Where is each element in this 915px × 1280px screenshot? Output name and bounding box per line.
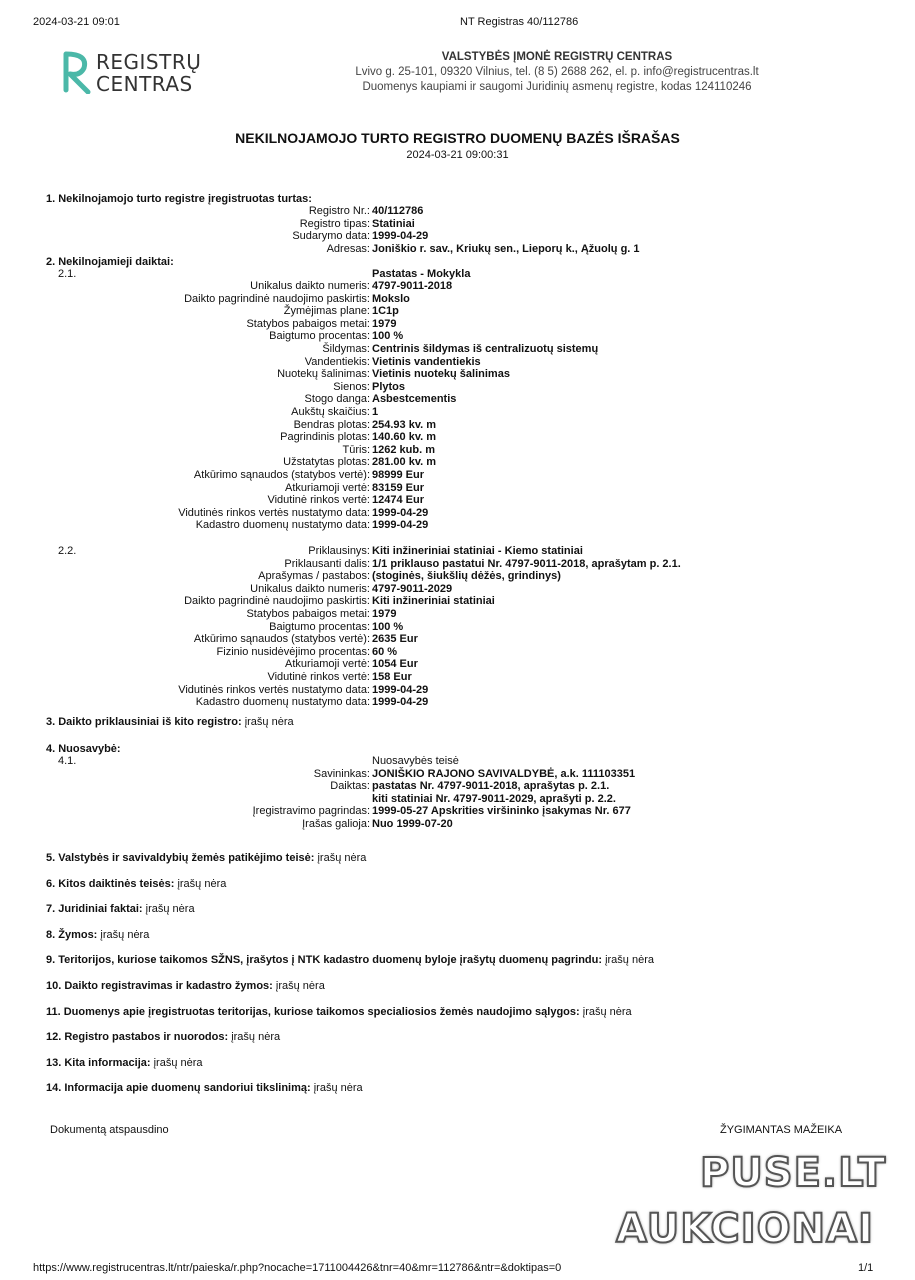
section-label: 10. Daikto registravimas ir kadastro žymos: (46, 980, 273, 992)
item-2-1-title: Pastatas - Mokykla (372, 268, 471, 280)
field-key: Aprašymas / pastabos: (258, 570, 370, 583)
field-value: 1979 (372, 608, 397, 620)
org-note: Duomenys kaupiami ir saugomi Juridinių asmenų registre, kodas 124110246 (362, 81, 752, 93)
source-url-link[interactable]: https://www.registrucentras.lt/ntr/paieska/r.php?nocache=1711004426&tnr=40&mr=112786&ntr=&doktipas=0 (33, 1262, 562, 1274)
document-timestamp: 2024-03-21 09:00:31 (406, 149, 509, 161)
field-row (0, 646, 915, 659)
ownership-title: Nuosavybės teisė (372, 755, 459, 767)
field-row (0, 318, 915, 331)
owner-value: JONIŠKIO RAJONO SAVIVALDYBĖ, a.k. 111103351 (372, 767, 636, 780)
field-row (0, 456, 915, 469)
field-key: Stogo danga: (304, 393, 370, 406)
field-row (0, 671, 915, 684)
field-row (0, 368, 915, 381)
field-row (0, 293, 915, 306)
field-key: Baigtumo procentas: (269, 620, 370, 633)
field-key: Statybos pabaigos metai: (246, 317, 370, 330)
section-3-value: įrašų nėra (244, 716, 294, 728)
field-key: Registro tipas: (299, 217, 370, 230)
section-value: įrašų nėra (100, 928, 150, 941)
doc-id: NT Registras 40/112786 (460, 16, 579, 28)
items-value-2: kiti statiniai Nr. 4797-9011-2029, aprašyti p. 2.2. (372, 792, 616, 805)
section-label: 9. Teritorijos, kuriose taikomos SŽNS, įrašytos į NTK kadastro duomenų byloje įrašytų duomenų pagrindu: (46, 954, 603, 967)
field-value: Vietinis vandentiekis (372, 355, 481, 368)
field-row (0, 393, 915, 406)
field-key: Adresas: (326, 242, 370, 255)
field-row (0, 381, 915, 394)
basis-key: Įregistravimo pagrindas: (252, 805, 370, 818)
field-key: Vidutinė rinkos vertė: (267, 671, 370, 683)
field-row (0, 696, 915, 709)
print-date: 2024-03-21 09:01 (33, 16, 120, 28)
section-label: 14. Informacija apie duomenų sandoriui tikslinimą: (46, 1082, 311, 1095)
section-value: įrašų nėra (317, 852, 367, 864)
items-row-2 (0, 793, 915, 806)
field-value: 281.00 kv. m (372, 456, 437, 469)
section-10 (46, 980, 325, 992)
section-5 (46, 852, 366, 864)
field-value: 1999-04-29 (372, 683, 429, 696)
section-3 (46, 716, 294, 728)
section-label: 8. Žymos: (46, 928, 98, 941)
field-value: 254.93 kv. m (372, 418, 437, 431)
items-row (0, 780, 915, 793)
section-11 (46, 1006, 632, 1018)
section-1-heading: 1. Nekilnojamojo turto registre įregistruotas turtas: (46, 193, 312, 205)
registru-centras-logo (62, 50, 202, 96)
section-9 (46, 954, 654, 966)
section-label: 7. Juridiniai faktai: (46, 903, 143, 916)
ownership-title-row (0, 755, 915, 768)
field-value: 12474 Eur (372, 494, 424, 507)
section-3-label: 3. Daikto priklausiniai iš kito registro: (46, 716, 242, 728)
field-value: (stoginės, šiukšlių dėžės, grindinys) (372, 570, 561, 583)
field-value: 100 % (372, 620, 404, 633)
printed-by-name: ŽYGIMANTAS MAŽEIKA (720, 1124, 843, 1136)
org-block (330, 50, 784, 95)
field-key: Registro Nr.: (308, 205, 370, 217)
field-row (0, 608, 915, 621)
field-row (0, 243, 915, 256)
section-label: 6. Kitos daiktinės teisės: (46, 877, 175, 890)
field-value: 1999-04-29 (372, 519, 429, 532)
field-value: 1054 Eur (372, 658, 418, 671)
field-value: 1999-04-29 (372, 506, 429, 519)
field-row (0, 621, 915, 634)
field-key: Statybos pabaigos metai: (246, 608, 370, 620)
section-8 (46, 929, 149, 941)
item-2-1-number: 2.1. (58, 268, 77, 280)
item-2-2-number: 2.2. (58, 545, 77, 557)
field-value: 1262 kub. m (372, 443, 435, 456)
field-row (0, 444, 915, 457)
item-4-1-number: 4.1. (58, 755, 77, 767)
section-value: įrašų nėra (275, 980, 325, 992)
section-2-heading: 2. Nekilnojamieji daiktai: (46, 256, 174, 268)
field-key: Nuotekų šalinimas: (277, 368, 370, 381)
field-key: Vidutinės rinkos vertės nustatymo data: (178, 683, 370, 696)
field-value: 4797-9011-2029 (372, 582, 453, 595)
field-value: 1999-04-29 (372, 696, 429, 709)
section-4-heading: 4. Nuosavybė: (46, 743, 121, 755)
field-key: Užstatytas plotas: (283, 456, 370, 469)
section-value: įrašų nėra (145, 903, 195, 916)
field-row (0, 583, 915, 596)
field-row (0, 419, 915, 432)
logo-mark-icon (62, 50, 92, 94)
field-row (0, 519, 915, 532)
field-key: Baigtumo procentas: (269, 330, 370, 343)
field-key: Priklausanti dalis: (284, 557, 370, 570)
field-value: Statiniai (372, 217, 415, 230)
field-key: Sudarymo data: (292, 230, 370, 243)
field-row (0, 230, 915, 243)
field-key: Vandentiekis: (304, 355, 370, 368)
field-value: Plytos (372, 380, 406, 393)
items-value-1: pastatas Nr. 4797-9011-2018, aprašytas p. 2.1. (372, 780, 610, 793)
field-row (0, 507, 915, 520)
field-row (0, 218, 915, 231)
field-key: Kadastro duomenų nustatymo data: (195, 519, 370, 532)
basis-value: 1999-05-27 Apskrities viršininko įsakymas Nr. 677 (372, 805, 631, 818)
section-value: įrašų nėra (313, 1082, 363, 1095)
field-row (0, 558, 915, 571)
items-key: Daiktas: (330, 780, 370, 793)
field-value: 1979 (372, 317, 397, 330)
field-row (0, 545, 915, 558)
field-row (0, 482, 915, 495)
field-value: 83159 Eur (372, 481, 424, 494)
field-key: Šildymas: (322, 343, 370, 355)
field-row (0, 280, 915, 293)
field-key: Sienos: (333, 380, 370, 393)
section-value: įrašų nėra (153, 1056, 203, 1069)
field-key: Atkūrimo sąnaudos (statybos vertė): (193, 469, 370, 481)
field-value: 100 % (372, 330, 404, 343)
field-key: Unikalus daikto numeris: (250, 280, 370, 292)
field-row (0, 406, 915, 419)
field-key: Pagrindinis plotas: (280, 431, 370, 444)
valid-value: Nuo 1999-07-20 (372, 818, 453, 830)
field-key: Žymėjimas plane: (283, 305, 370, 318)
section-14 (46, 1082, 363, 1094)
field-row (0, 684, 915, 697)
section-value: įrašų nėra (231, 1031, 281, 1044)
field-row (0, 431, 915, 444)
field-value: Kiti inžineriniai statiniai - Kiemo statiniai (372, 545, 583, 557)
field-row (0, 469, 915, 482)
field-value: Kiti inžineriniai statiniai (372, 595, 495, 608)
section-label: 5. Valstybės ir savivaldybių žemės patikėjimo teisė: (46, 852, 315, 864)
field-value: 158 Eur (372, 671, 412, 683)
field-key: Daikto pagrindinė naudojimo paskirtis: (184, 292, 370, 305)
section-label: 13. Kita informacija: (46, 1056, 151, 1069)
section-12 (46, 1031, 280, 1043)
section-value: įrašų nėra (177, 877, 227, 890)
field-row (0, 595, 915, 608)
field-key: Kadastro duomenų nustatymo data: (195, 696, 370, 709)
valid-row (0, 818, 915, 831)
field-key: Vidutinė rinkos vertė: (267, 494, 370, 507)
logo-line1: REGISTRŲ (96, 50, 202, 74)
field-value: 98999 Eur (372, 469, 424, 481)
printed-by-label: Dokumentą atspausdino (50, 1124, 169, 1136)
field-key: Tūris: (342, 443, 370, 456)
field-value: 60 % (372, 645, 398, 658)
field-row (0, 494, 915, 507)
field-row (0, 570, 915, 583)
org-name: VALSTYBĖS ĮMONĖ REGISTRŲ CENTRAS (441, 51, 673, 63)
document-title: NEKILNOJAMOJO TURTO REGISTRO DUOMENŲ BAZĖS IŠRAŠAS (235, 130, 680, 146)
field-key: Fizinio nusidėvėjimo procentas: (216, 645, 370, 658)
section-label: 12. Registro pastabos ir nuorodos: (46, 1031, 229, 1044)
field-value: 1 (372, 406, 379, 418)
section-label: 11. Duomenys apie įregistruotas teritorijas, kuriose taikomos specialiosios žemės naudojimo sąlygos: (46, 1005, 580, 1018)
owner-row (0, 768, 915, 781)
field-value: 1/1 priklauso pastatui Nr. 4797-9011-2018, aprašytam p. 2.1. (372, 557, 681, 570)
field-value: Vietinis nuotekų šalinimas (372, 368, 510, 381)
field-key: Aukštų skaičius: (291, 406, 370, 418)
field-value: 4797-9011-2018 (372, 280, 453, 292)
section-13 (46, 1057, 203, 1069)
owner-key: Savininkas: (313, 767, 370, 780)
field-value: Centrinis šildymas iš centralizuotų sistemų (372, 343, 599, 355)
field-value: 140.60 kv. m (372, 431, 437, 444)
field-key: Daikto pagrindinė naudojimo paskirtis: (184, 595, 370, 608)
valid-key: Įrašas galioja: (302, 818, 370, 830)
section-value: įrašų nėra (605, 954, 654, 967)
field-row (0, 305, 915, 318)
field-value: 1999-04-29 (372, 230, 429, 243)
field-row (0, 356, 915, 369)
field-value: 1C1p (372, 305, 399, 318)
field-value: Mokslo (372, 292, 410, 305)
org-address: Lvivo g. 25-101, 09320 Vilnius, tel. (8 5) 2688 262, el. p. info@registrucentras.lt (355, 66, 759, 78)
field-row (0, 205, 915, 218)
field-row (0, 330, 915, 343)
section-6 (46, 878, 226, 890)
field-row (0, 658, 915, 671)
field-row (0, 343, 915, 356)
watermark-line2: AUKCIONAI (616, 1206, 874, 1252)
logo-line2: CENTRAS (96, 72, 193, 96)
field-key: Atkūrimo sąnaudos (statybos vertė): (193, 633, 370, 646)
field-key: Bendras plotas: (293, 418, 370, 431)
section-7 (46, 903, 195, 915)
section-value: įrašų nėra (582, 1005, 632, 1018)
field-value: Asbestcementis (372, 393, 457, 406)
field-key: Vidutinės rinkos vertės nustatymo data: (178, 506, 370, 519)
field-key: Atkuriamoji vertė: (285, 658, 370, 671)
field-value: Joniškio r. sav., Kriukų sen., Lieporų k., Ąžuolų g. 1 (372, 242, 640, 255)
field-key: Unikalus daikto numeris: (250, 582, 370, 595)
page-number: 1/1 (858, 1262, 874, 1274)
field-key: Priklausinys: (308, 545, 370, 557)
field-row (0, 633, 915, 646)
watermark-line1: PUSE.LT (700, 1150, 887, 1196)
field-value: 2635 Eur (372, 633, 418, 646)
field-value: 40/112786 (372, 205, 424, 217)
field-key: Atkuriamoji vertė: (285, 481, 370, 494)
basis-row (0, 805, 915, 818)
